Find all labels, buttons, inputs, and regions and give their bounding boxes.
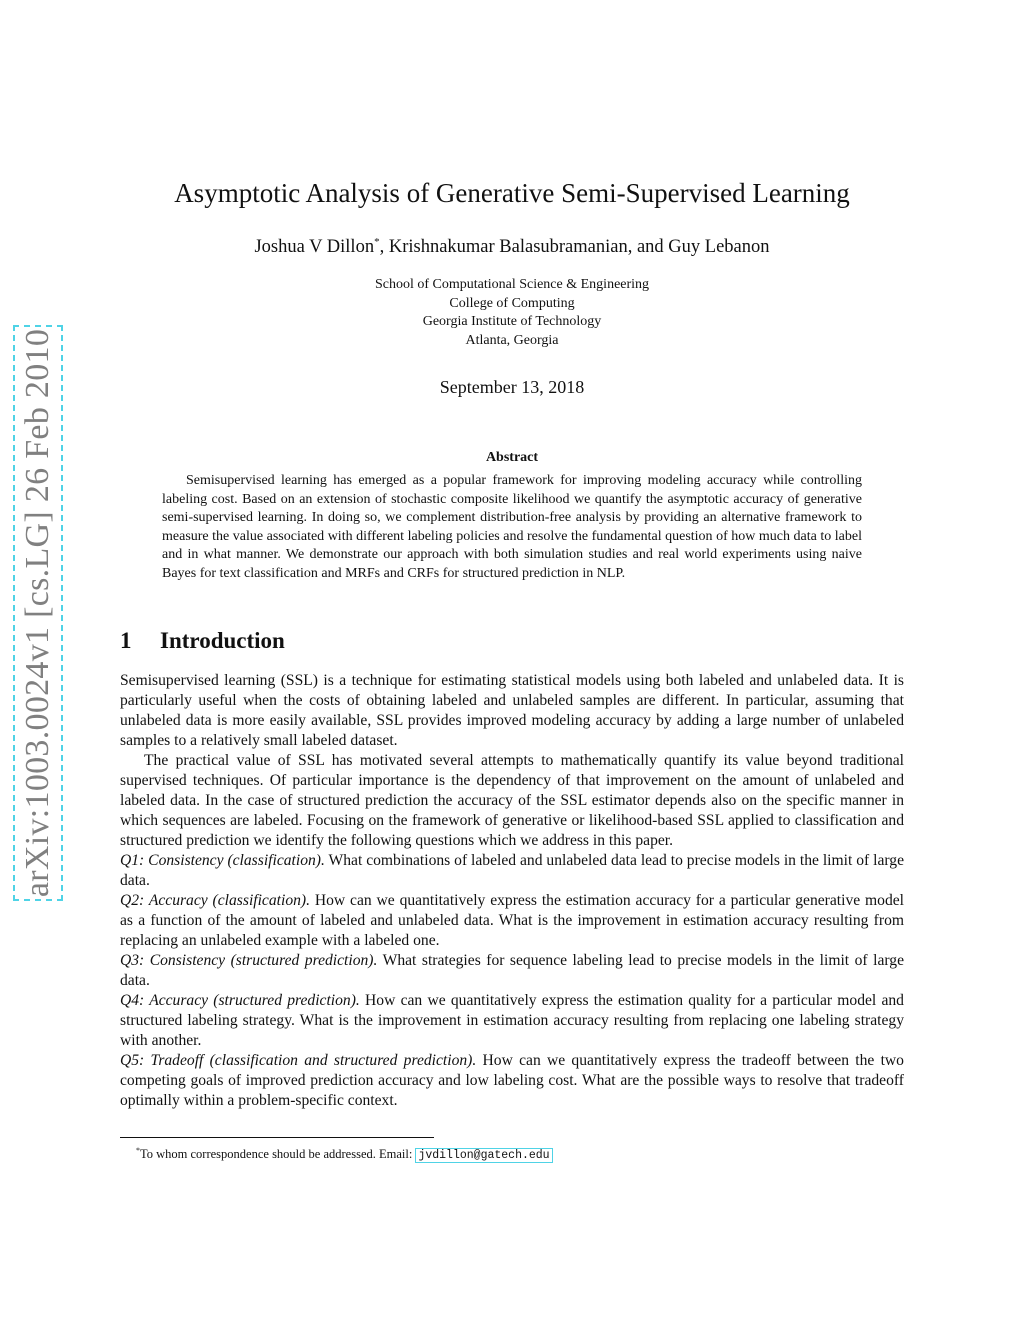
question-item [120, 951, 904, 991]
question-text: What strategies for sequence labeling lead to precise models in the limit of large data. [120, 952, 904, 989]
footnote [120, 1143, 904, 1164]
question-item [120, 891, 904, 951]
affiliation [0, 276, 1024, 350]
paper-date: September 13, 2018 [439, 377, 585, 397]
author-list [0, 236, 1024, 258]
question-label: Q4: Accuracy (structured prediction). [120, 992, 360, 1009]
section-heading [120, 628, 285, 654]
question-label: Q1: Consistency (classification). [120, 852, 325, 869]
affiliation-line: School of Computational Science & Engineering [374, 277, 650, 292]
question-label: Q5: Tradeoff (classification and structured prediction). [120, 1052, 477, 1069]
question-text: How can we quantitatively express the estimation accuracy for a particular generative model as a function of the amount of labeled and unlabeled data. What is the improvement in estimation accuracy resulting from replacing an unlabeled example with a labeled one. [120, 892, 904, 949]
abstract-heading: Abstract [485, 450, 539, 465]
section-title: Introduction [160, 628, 285, 653]
footnote-rule [120, 1137, 434, 1138]
footnote-text: To whom correspondence should be addressed. Email: [140, 1147, 416, 1162]
question-item [120, 1051, 904, 1111]
affiliation-line: Georgia Institute of Technology [422, 314, 602, 329]
question-text: How can we quantitatively express the estimation quality for a particular model and structured labeling strategy. What is the improvement in estimation accuracy resulting from replacing one labeling strategy with another. [120, 992, 904, 1049]
paper-title: Asymptotic Analysis of Generative Semi-Supervised Learning [174, 178, 850, 208]
question-item [120, 991, 904, 1051]
question-text: What combinations of labeled and unlabeled data lead to precise models in the limit of large data. [120, 852, 904, 889]
arxiv-id: arXiv:1003.0024v1 [cs.LG] 26 Feb 2010 [19, 328, 56, 898]
intro-body [120, 671, 904, 1111]
section-number: 1 [120, 628, 132, 653]
question-text: How can we quantitatively express the tradeoff between the two competing goals of improved prediction accuracy and low labeling cost. What are the possible ways to resolve that tradeoff optimally within a problem-specific context. [120, 1052, 904, 1109]
paragraph: The practical value of SSL has motivated several attempts to mathematically quantify its value beyond traditional supervised techniques. Of particular importance is the dependency of that improvement on the amount of unlabeled and labeled data. In the case of structured prediction the accuracy of the SSL estimator depends also on the specific manner in which sequences are labeled. Focusing on the framework of generative or likelihood-based SSL applied to classification and structured prediction we identify the following questions which we address in this paper. [120, 752, 904, 849]
author-rest: , Krishnakumar Balasubramanian, and Guy Lebanon [379, 237, 770, 258]
affiliation-line: College of Computing [449, 295, 575, 311]
affiliation-line: Atlanta, Georgia [465, 332, 559, 348]
question-item [120, 851, 904, 891]
paragraph: Semisupervised learning (SSL) is a technique for estimating statistical models using both labeled and unlabeled data. It is particularly useful when the costs of obtaining labeled and unlabeled samples are different. In particular, assuming that unlabeled data is more easily available, SSL provides improved modeling accuracy by adding a large number of unlabeled samples to a relatively small labeled dataset. [120, 672, 904, 749]
arxiv-stamp[interactable] [13, 325, 63, 901]
question-label: Q3: Consistency (structured prediction). [120, 952, 378, 969]
email-link[interactable]: jvdillon@gatech.edu [415, 1148, 552, 1163]
abstract-text: Semisupervised learning has emerged as a popular framework for improving modeling accuracy while controlling labeling cost. Based on an extension of stochastic composite likelihood we quantify the asymptotic accuracy of generative semi-supervised learning. In doing so, we complement distribution-free analysis by providing an alternative framework to measure the value associated with different labeling policies and resolve the fundamental question of how much data to label and in what manner. We demonstrate our approach with both simulation studies and real world experiments using naive Bayes for text classification and MRFs and CRFs for structured prediction in NLP. [162, 473, 862, 581]
author-first: Joshua V Dillon [254, 237, 375, 258]
question-label: Q2: Accuracy (classification). [120, 892, 311, 909]
author-mark: * [374, 236, 380, 248]
footnote-mark: * [136, 1146, 140, 1155]
